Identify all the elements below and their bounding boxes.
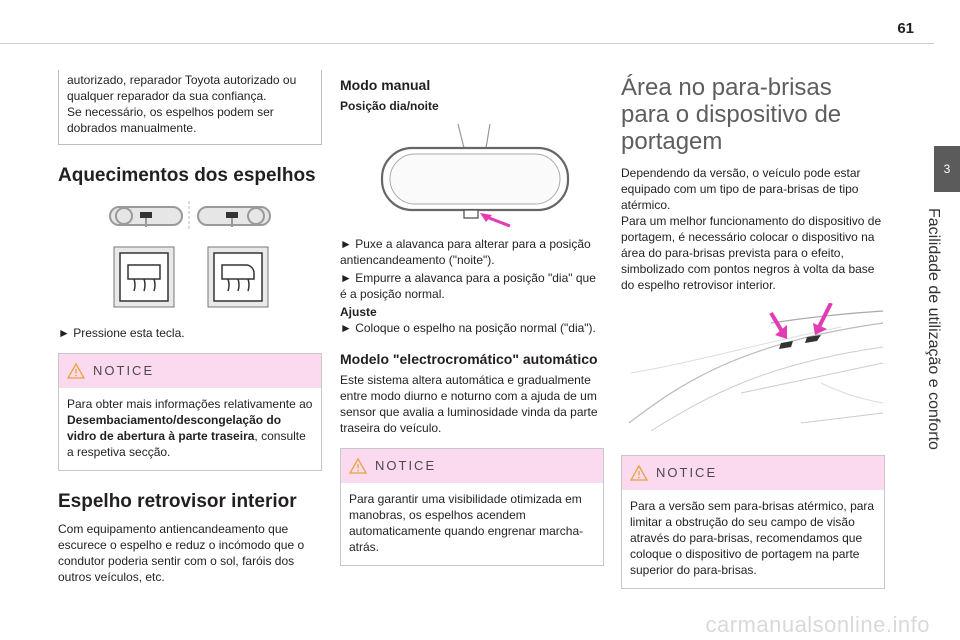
pull-lever-step: ► Puxe a alavanca para alterar para a posição antiencandeamento ("noite"). [340,237,591,267]
notice-text: Para obter mais informações relativamente ao [67,397,313,411]
notice-box-2 [340,448,604,566]
warning-triangle-icon [67,363,85,379]
toll-device-text: Para um melhor funcionamento do dispositivo de portagem, é necessário colocar o dispositivo na área do para-brisas prevista para o efeito, simbolizado com pontos negros à volta da base do espelho retrovisor interior. [621,214,882,292]
notice-body: Para garantir uma visibilidade otimizada em manobras, os espelhos acendem automaticamente quando engrenar marcha-atrás. [349,492,584,554]
mirror-heating-illustration [58,199,322,319]
column-3 [621,74,885,589]
pink-arrow-left-icon [771,313,787,339]
continued-note-box [58,70,322,145]
mirror-left-icon [110,207,182,227]
column-2 [340,76,604,566]
mirror-defrost-button-icon [208,247,268,307]
push-lever-step: ► Empurre a alavanca para a posição "dia" que é a posição normal. [340,271,596,301]
electrochromic-text: Este sistema altera automática e gradualmente entre modo diurno e noturno com a ajuda de um sensor que avalia a luminosidade vinda da parte traseira do veículo. [340,373,598,435]
toll-device-heading: Área no para-brisas para o dispositivo de portagem [621,74,842,155]
notice-header [622,456,884,490]
defrost-button-icon [114,247,174,307]
notice-label: NOTICE [656,465,718,480]
notice-body [59,388,321,470]
day-night-subheading: Posição dia/noite [340,99,439,113]
notice-header [59,354,321,388]
column-1 [58,70,322,585]
notice-bold-text: Desembaciamento/descongelação do vidro de abertura à parte traseira [67,413,282,443]
windshield-illustration [621,303,885,443]
section-heading-mirror-heating: Aquecimentos dos espelhos [58,165,316,186]
notice-box-3 [621,455,885,589]
chapter-title: Facilidade de utilização e conforto [925,208,942,450]
press-instruction: ► Pressione esta tecla. [58,326,185,340]
notice-label: NOTICE [93,363,155,378]
page-number: 61 [897,20,914,37]
notice-box-1 [58,353,322,471]
chapter-tab: 3 [934,146,960,192]
section-heading-interior-mirror: Espelho retrovisor interior [58,491,297,512]
adjust-step: ► Coloque o espelho na posição normal ("dia"). [340,321,596,335]
intro-text: autorizado, reparador Toyota autorizado ou qualquer reparador da sua confiança. [67,73,297,103]
intro-text-2: Se necessário, os espelhos podem ser dobrados manualmente. [67,105,274,135]
mirror-right-icon [198,207,270,227]
header-rule [0,43,934,44]
manual-mode-heading: Modo manual [340,77,431,93]
warning-triangle-icon [349,458,367,474]
toll-device-intro: Dependendo da versão, o veículo pode estar equipado com um tipo de para-brisas de tipo atérmico. [621,166,861,212]
watermark-text: carmanualsonline.info [705,612,930,637]
notice-label: NOTICE [375,458,437,473]
adjust-label: Ajuste [340,305,377,319]
warning-triangle-icon [630,465,648,481]
notice-body: Para a versão sem para-brisas atérmico, para limitar a obstrução do seu campo de visão através do para-brisas, recomendamos que coloque o dispositivo de portagem na parte superior do para-brisas. [630,499,875,577]
interior-mirror-text: Com equipamento antiencandeamento que escurece o espelho e reduz o incómodo que o condutor poderia sentir com o sol, faróis dos outros veículos, etc. [58,522,305,584]
rearview-mirror-illustration [340,120,604,230]
notice-header [341,449,603,483]
pink-arrow-right-icon [813,303,831,335]
electrochromic-heading: Modelo "electrocromático" automático [340,351,598,367]
notice-text-end: , consulte a respetiva secção. [67,429,306,459]
